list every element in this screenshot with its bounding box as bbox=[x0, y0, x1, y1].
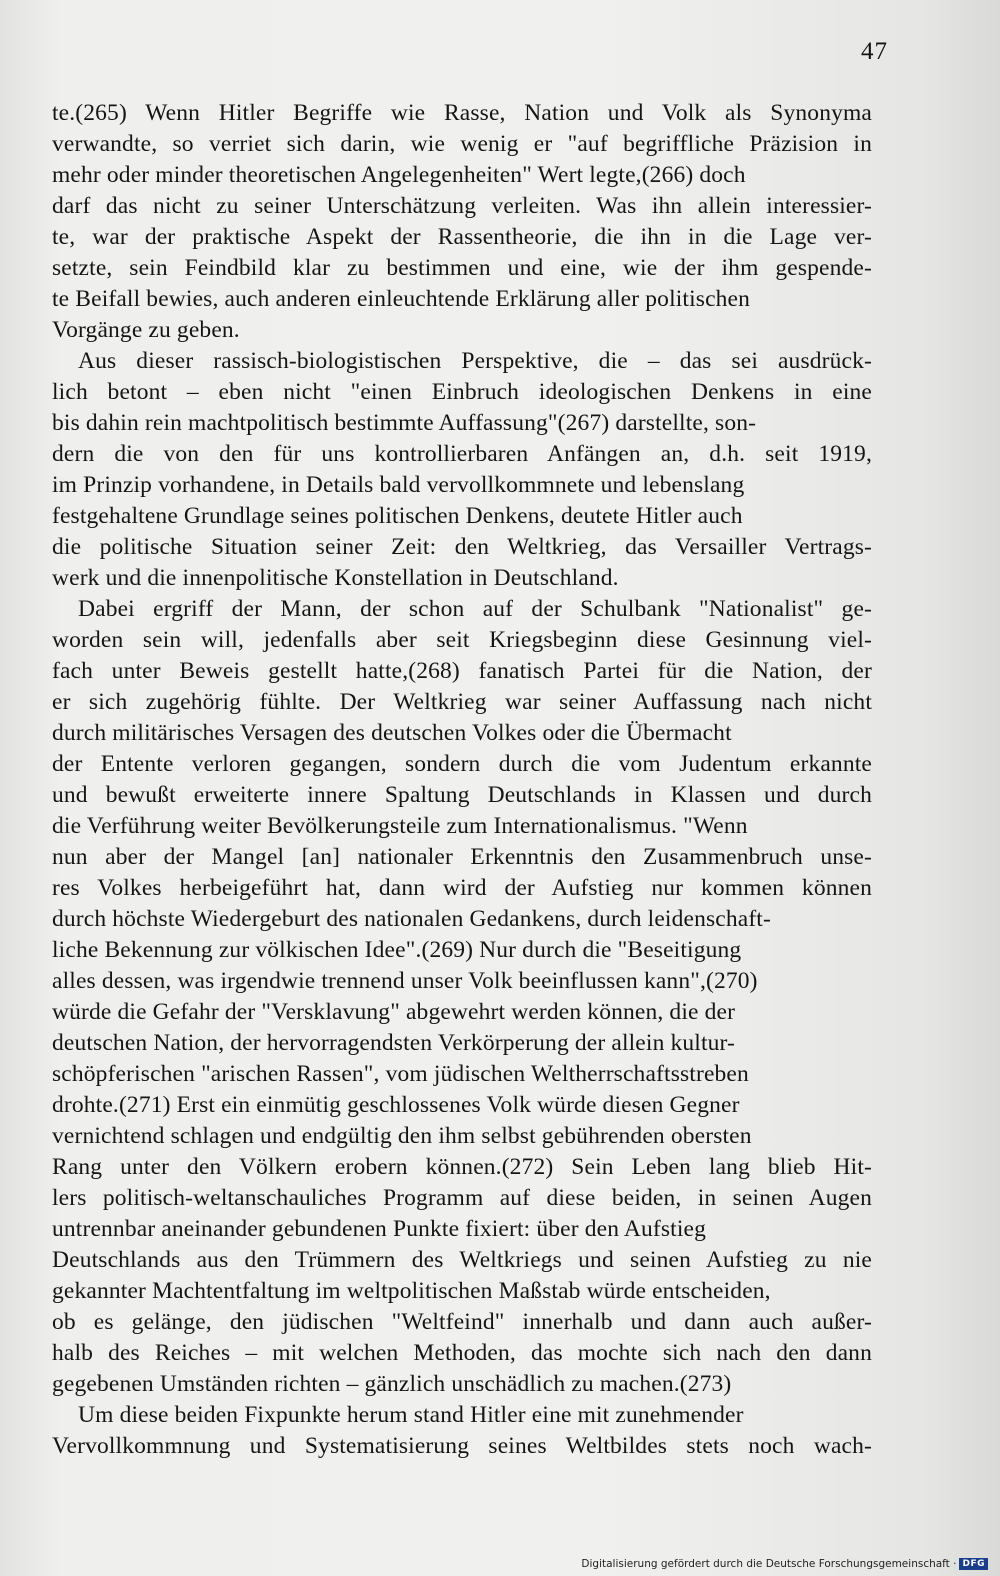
text-line: Aus dieser rassisch-biologistischen Perspektive, die – das sei ausdrück- bbox=[78, 348, 872, 374]
text-line: der Entente verloren gegangen, sondern durch die vom Judentum erkannte bbox=[52, 751, 872, 777]
text-line: untrennbar aneinander gebundenen Punkte fixiert: über den Aufstieg bbox=[52, 1216, 706, 1242]
text-line: worden sein will, jedenfalls aber seit Kriegsbeginn diese Gesinnung viel- bbox=[52, 627, 872, 653]
credit-text: Digitalisierung gefördert durch die Deutsche Forschungsgemeinschaft · bbox=[581, 1558, 957, 1570]
text-line: lich betont – eben nicht "einen Einbruch ideologischen Denkens in eine bbox=[52, 379, 872, 405]
text-line: bis dahin rein machtpolitisch bestimmte Auffassung"(267) darstellte, son- bbox=[52, 410, 757, 436]
text-line: nun aber der Mangel [an] nationaler Erkenntnis den Zusammenbruch unse- bbox=[52, 844, 872, 870]
text-line: vernichtend schlagen und endgültig den ihm selbst gebührenden obersten bbox=[52, 1123, 752, 1149]
text-line: durch militärisches Versagen des deutschen Volkes oder die Übermacht bbox=[52, 720, 732, 746]
text-line: gegebenen Umständen richten – gänzlich unschädlich zu machen.(273) bbox=[52, 1371, 732, 1397]
text-line: festgehaltene Grundlage seines politischen Denkens, deutete Hitler auch bbox=[52, 503, 743, 529]
text-line: te.(265) Wenn Hitler Begriffe wie Rasse, Nation und Volk als Synonyma bbox=[52, 100, 872, 126]
text-line: deutschen Nation, der hervorragendsten Verkörperung der allein kultur- bbox=[52, 1030, 736, 1056]
text-line: fach unter Beweis gestellt hatte,(268) fanatisch Partei für die Nation, der bbox=[52, 658, 872, 684]
text-line: darf das nicht zu seiner Unterschätzung verleiten. Was ihn allein interessier- bbox=[52, 193, 872, 219]
text-line: im Prinzip vorhandene, in Details bald vervollkommnete und lebenslang bbox=[52, 472, 745, 498]
text-line: verwandte, so verriet sich darin, wie wenig er "auf begriffliche Präzision in bbox=[52, 131, 872, 157]
text-line: Vorgänge zu geben. bbox=[52, 317, 240, 343]
text-line: halb des Reiches – mit welchen Methoden, das mochte sich nach den dann bbox=[52, 1340, 872, 1366]
text-line: drohte.(271) Erst ein einmütig geschlossenes Volk würde diesen Gegner bbox=[52, 1092, 740, 1118]
text-line: Rang unter den Völkern erobern können.(272) Sein Leben lang blieb Hit- bbox=[52, 1154, 872, 1180]
text-line: die Verführung weiter Bevölkerungsteile zum Internationalismus. "Wenn bbox=[52, 813, 748, 839]
text-line: te, war der praktische Aspekt der Rassentheorie, die ihn in die Lage ver- bbox=[52, 224, 872, 250]
text-line: liche Bekennung zur völkischen Idee".(269) Nur durch die "Beseitigung bbox=[52, 937, 742, 963]
text-line: und bewußt erweiterte innere Spaltung Deutschlands in Klassen und durch bbox=[52, 782, 872, 808]
body-text bbox=[52, 98, 872, 1462]
text-line: setzte, sein Feindbild klar zu bestimmen und eine, wie der ihm gespende- bbox=[52, 255, 872, 281]
text-line: res Volkes herbeigeführt hat, dann wird der Aufstieg nur kommen können bbox=[52, 875, 872, 901]
text-line: alles dessen, was irgendwie trennend unser Volk beeinflussen kann",(270) bbox=[52, 968, 758, 994]
text-line: ob es gelänge, den jüdischen "Weltfeind" innerhalb und dann auch außer- bbox=[52, 1309, 872, 1335]
text-line: würde die Gefahr der "Versklavung" abgewehrt werden können, die der bbox=[52, 999, 736, 1025]
text-line: te Beifall bewies, auch anderen einleuchtende Erklärung aller politischen bbox=[52, 286, 751, 312]
text-line: dern die von den für uns kontrollierbaren Anfängen an, d.h. seit 1919, bbox=[52, 441, 872, 467]
text-line: die politische Situation seiner Zeit: den Weltkrieg, das Versailler Vertrags- bbox=[52, 534, 872, 560]
text-line: werk und die innenpolitische Konstellation in Deutschland. bbox=[52, 565, 619, 591]
text-line: mehr oder minder theoretischen Angelegenheiten" Wert legte,(266) doch bbox=[52, 162, 746, 188]
dfg-logo: DFG bbox=[959, 1558, 988, 1570]
text-line: Dabei ergriff der Mann, der schon auf der Schulbank "Nationalist" ge- bbox=[78, 596, 872, 622]
text-line: lers politisch-weltanschauliches Programm auf diese beiden, in seinen Augen bbox=[52, 1185, 872, 1211]
digitization-credit bbox=[581, 1558, 988, 1570]
text-line: gekannter Machtentfaltung im weltpolitischen Maßstab würde entscheiden, bbox=[52, 1278, 771, 1304]
text-line: Um diese beiden Fixpunkte herum stand Hitler eine mit zunehmender bbox=[78, 1402, 744, 1428]
text-line: Vervollkommnung und Systematisierung seines Weltbildes stets noch wach- bbox=[52, 1433, 872, 1459]
text-line: Deutschlands aus den Trümmern des Weltkriegs und seinen Aufstieg zu nie bbox=[52, 1247, 872, 1273]
page-number: 47 bbox=[861, 38, 888, 65]
text-line: er sich zugehörig fühlte. Der Weltkrieg war seiner Auffassung nach nicht bbox=[52, 689, 872, 715]
text-line: schöpferischen "arischen Rassen", vom jüdischen Weltherrschaftsstreben bbox=[52, 1061, 749, 1087]
text-line: durch höchste Wiedergeburt des nationalen Gedankens, durch leidenschaft- bbox=[52, 906, 771, 932]
